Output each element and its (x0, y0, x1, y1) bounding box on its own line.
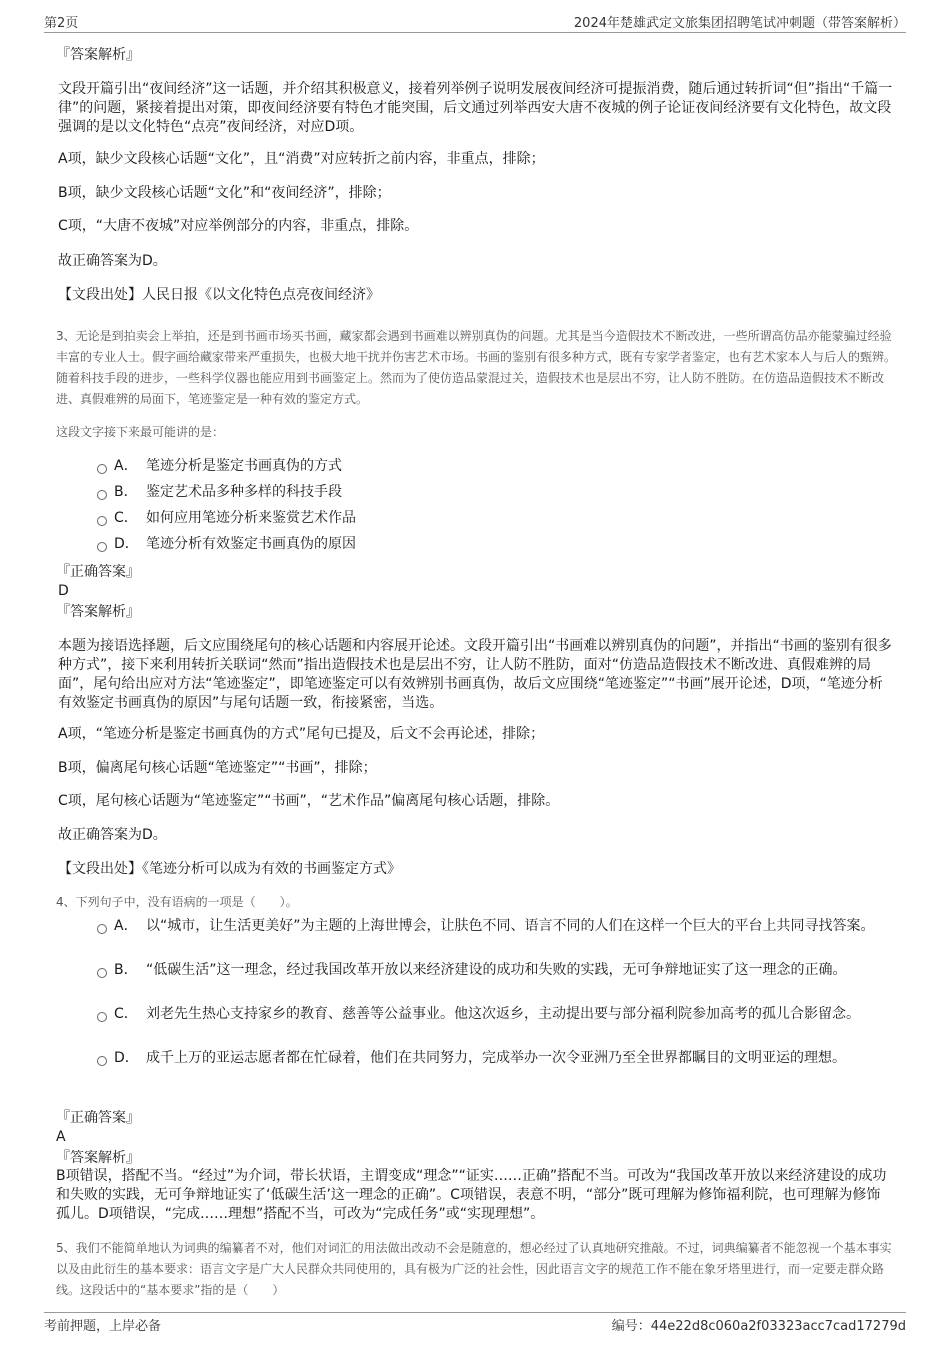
q3-source: 【文段出处】《笔迹分析可以成为有效的书画鉴定方式》 (58, 861, 401, 877)
q3-option-d-radio[interactable] (97, 542, 107, 552)
page-number: 第2页 (44, 16, 79, 31)
q3-answer: D (58, 583, 69, 599)
footer-slogan: 考前押题，上岸必备 (44, 1319, 162, 1334)
q4-option-c-letter: C． (114, 1006, 138, 1022)
q4-option-c-text: 刘老先生热心支持家乡的教育、慈善等公益事业。他这次返乡，主动提出要与部分福利院参加高考的孤儿合影留念。 (146, 1006, 860, 1022)
document-id: 编号：44e22d8c060a2f03323acc7cad17279d (611, 1319, 906, 1334)
q5-stem: 5、我们不能简单地认为词典的编纂者不对，他们对词汇的用法做出改动不会是随意的，想必经过了认真地研究推敲。不过，词典编纂者不能忽视一个基本事实以及由此衍生的基本要求：语言文字是广大人民群众共同使用的，具有极为广泛的社会性，因此语言文字的规范工作不能在象牙塔里进行，而一定要走群众路线。这段话中的“基本要求”指的是（ ） (56, 1241, 892, 1297)
q2-option-a-explanation: A项，缺少文段核心话题“文化”，且“消费”对应转折之前内容，非重点，排除； (58, 151, 545, 167)
q3-option-c-radio[interactable] (97, 516, 107, 526)
document-title: 2024年楚雄武定文旅集团招聘笔试冲刺题（带答案解析） (573, 16, 906, 31)
q4-option-b-letter: B． (114, 962, 138, 978)
q3-option-a-radio[interactable] (97, 464, 107, 474)
q4-option-d-letter: D． (114, 1050, 139, 1066)
q2-conclusion: 故正确答案为D。 (58, 253, 167, 269)
q2-option-b-explanation: B项，缺少文段核心话题“文化”和“夜间经济”，排除； (58, 185, 391, 201)
footer-divider (44, 1312, 906, 1313)
q3-question: 这段文字接下来最可能讲的是： (56, 425, 225, 439)
q3-option-a-text: 笔迹分析是鉴定书画真伪的方式 (146, 458, 342, 474)
q3-conclusion: 故正确答案为D。 (58, 827, 167, 843)
q2-analysis-text: 文段开篇引出“夜间经济”这一话题，并介绍其积极意义，接着列举例子说明发展夜间经济可提振消费，随后通过转折词“但”指出“千篇一律”的问题，紧接着提出对策，即夜间经济要有特色才能突围，后文通过列举西安大唐不夜城的例子论证夜间经济要有文化特色，故文段强调的是以文化特色“点亮”夜间经济，对应D项。 (58, 81, 893, 135)
q3-answer-label: 『正确答案』 (56, 564, 140, 580)
q4-stem: 4、下列句子中，没有语病的一项是（ ）。 (56, 895, 298, 909)
q3-option-c-explanation: C项，尾句核心话题为“笔迹鉴定”“书画”，“艺术作品”偏离尾句核心话题，排除。 (58, 793, 560, 809)
q3-option-d-text: 笔迹分析有效鉴定书画真伪的原因 (146, 536, 356, 552)
q4-option-a-letter: A． (114, 918, 138, 934)
q3-option-b-explanation: B项，偏离尾句核心话题“笔迹鉴定”“书画”，排除； (58, 760, 377, 776)
q3-option-c-text: 如何应用笔迹分析来鉴赏艺术作品 (146, 510, 356, 526)
q4-answer-label: 『正确答案』 (56, 1110, 140, 1126)
q3-option-c-letter: C． (114, 510, 138, 526)
header-divider (44, 32, 906, 33)
q2-source: 【文段出处】人民日报《以文化特色点亮夜间经济》 (58, 287, 380, 303)
q3-option-d-letter: D． (114, 536, 139, 552)
q3-option-b-letter: B． (114, 484, 138, 500)
q2-analysis-label: 『答案解析』 (56, 47, 140, 63)
q3-stem: 3、无论是到拍卖会上举拍，还是到书画市场买书画，藏家都会遇到书画难以辨别真伪的问题。尤其是当今造假技术不断改进，一些所谓高仿品亦能蒙骗过经验丰富的专业人士。假字画给藏家带来严重损失，也极大地干扰并伤害艺术市场。书画的鉴别有很多种方式，既有专家学者鉴定，也有艺术家本人与后人的甄辨。随着科技手段的进步，一些科学仪器也能应用到书画鉴定上。然而为了使仿造品蒙混过关，造假技术也是层出不穷，让人防不胜防。在仿造品造假技术不断改进、真假难辨的局面下，笔迹鉴定是一种有效的鉴定方式。 (56, 329, 897, 406)
q4-answer: A (56, 1129, 66, 1145)
q4-analysis-label: 『答案解析』 (56, 1150, 140, 1166)
q3-analysis-text: 本题为接语选择题，后文应围绕尾句的核心话题和内容展开论述。文段开篇引出“书画难以辨别真伪的问题”，并指出“书画的鉴别有很多种方式”，接下来利用转折关联词“然而”指出造假技术也是层出不穷，让人防不胜防，面对“仿造品造假技术不断改进、真假难辨的局面”，尾句给出应对方法“笔迹鉴定”，即笔迹鉴定可以有效辨别书画真伪，故后文应围绕“笔迹鉴定”“书画”展开论述，D项，“笔迹分析有效鉴定书画真伪的原因”与尾句话题一致，衔接紧密，当选。 (58, 638, 892, 711)
q3-option-a-letter: A． (114, 458, 138, 474)
q2-option-c-explanation: C项，“大唐不夜城”对应举例部分的内容，非重点，排除。 (58, 218, 419, 234)
q3-option-b-radio[interactable] (97, 490, 107, 500)
q3-option-b-text: 鉴定艺术品多种多样的科技手段 (146, 484, 342, 500)
q4-analysis-text: B项错误，搭配不当。“经过”为介词，带长状语，主谓变成“理念”“证实……正确”搭配不当。可改为“我国改革开放以来经济建设的成功和失败的实践，无可争辩地证实了‘低碳生活’这一理念的正确”。C项错误，表意不明，“部分”既可理解为修饰福利院，也可理解为修饰孤儿。D项错误，“完成……理想”搭配不当，可改为“完成任务”或“实现理想”。 (56, 1168, 887, 1222)
q4-option-a-text: 以“城市，让生活更美好”为主题的上海世博会，让肤色不同、语言不同的人们在这样一个巨大的平台上共同寻找答案。 (146, 918, 875, 934)
q4-option-b-text: “低碳生活”这一理念，经过我国改革开放以来经济建设的成功和失败的实践，无可争辩地证实了这一理念的正确。 (146, 962, 847, 978)
q3-option-a-explanation: A项，“笔迹分析是鉴定书画真伪的方式”尾句已提及，后文不会再论述，排除； (58, 726, 545, 742)
q4-option-d-text: 成千上万的亚运志愿者都在忙碌着，他们在共同努力，完成举办一次令亚洲乃至全世界都瞩目的文明亚运的理想。 (146, 1050, 846, 1066)
q3-analysis-label: 『答案解析』 (56, 604, 140, 620)
